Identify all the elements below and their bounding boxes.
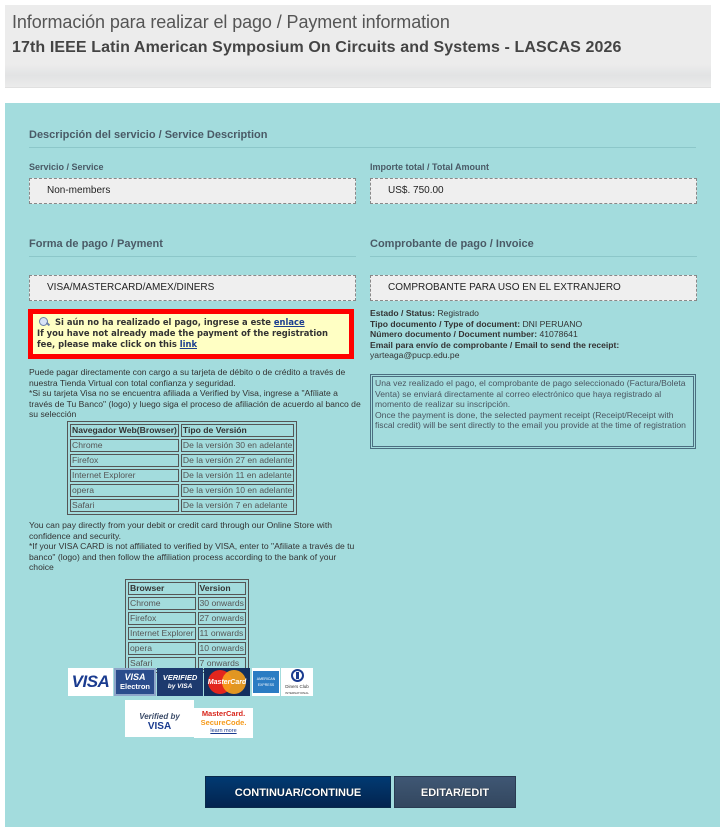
invoice-note: [370, 374, 696, 449]
securecode-line2: SecureCode.: [200, 717, 247, 727]
browser-cell: Firefox: [128, 612, 196, 625]
version-cell: De la versión 11 en adelante: [181, 469, 294, 482]
version-cell: De la versión 10 en adelante: [182, 485, 293, 495]
registration-status: [370, 308, 619, 361]
table-header: Navegador Web(Browser): [72, 425, 177, 435]
english-info-p1: You can pay directly from your debit or credit card through our Online Store with confidence and security.: [29, 520, 333, 541]
version-cell: 27 onwards: [199, 613, 244, 623]
visa-electron-top: VISA: [124, 672, 146, 682]
event-title: 17th IEEE Latin American Symposium On Circuits and Systems - LASCAS 2026: [12, 39, 622, 56]
securecode-line1: MasterCard.: [201, 709, 246, 719]
verified-secure-line2: VISA: [147, 720, 172, 732]
table-row: [128, 597, 246, 610]
payment-section-title: Forma de pago / Payment: [29, 238, 356, 257]
version-cell: 11 onwards: [198, 627, 246, 640]
spanish-info-p2: *Si su tarjeta Visa no se encuentra afiliada a Verified by Visa, ingrese a "Afíliate a través de Tu Banco" (logo) y luego siga el proceso de afiliación de acuerdo al banco de su selección: [29, 388, 361, 419]
visa-electron-bottom: Electron: [119, 682, 150, 691]
mastercard-securecode-logo[interactable]: [194, 708, 253, 738]
table-header: Version: [198, 582, 246, 595]
payment-alert: [28, 309, 354, 359]
browser-cell: opera: [70, 484, 179, 497]
doc-type-value: DNI PERUANO: [520, 318, 583, 329]
doc-number-value: 41078641: [537, 329, 578, 339]
browser-cell: Chrome: [128, 597, 196, 610]
table-row: [128, 642, 246, 655]
browser-table-es: [67, 421, 297, 515]
version-cell: 10 onwards: [199, 643, 244, 653]
browser-cell: Internet Explorer: [70, 469, 179, 482]
table-header: Tipo de Versión: [181, 424, 294, 437]
diners-text: Diners Club: [285, 683, 309, 689]
status-label: Estado / Status:: [370, 308, 435, 318]
english-info: [29, 520, 361, 573]
visa-electron-logo: [114, 668, 156, 696]
browser-cell: Internet Explorer: [130, 628, 194, 638]
browser-cell: Safari: [128, 657, 196, 670]
visa-logo: [68, 668, 113, 696]
browser-cell: Safari: [70, 499, 179, 512]
spanish-info-p1: Puede pagar directamente con cargo a su tarjeta de débito o de crédito a través de nuestra Tienda Virtual con total confianza y seguridad.: [29, 367, 346, 388]
browser-cell: Firefox: [70, 454, 179, 467]
invoice-type-field: COMPROBANTE PARA USO EN EL EXTRANJERO: [370, 275, 697, 301]
table-header: Browser: [128, 582, 196, 595]
diners-club-logo: [281, 668, 313, 696]
doc-type-label: Tipo documento / Type of document:: [370, 318, 521, 329]
amount-field: US$. 750.00: [370, 178, 697, 204]
page-title: Información para realizar el pago / Payment information: [12, 12, 450, 32]
magnifier-icon: [39, 317, 50, 326]
table-row: [70, 499, 294, 512]
service-field: Non-members: [29, 178, 356, 204]
version-cell: De la versión 7 en adelante: [181, 499, 294, 512]
amount-label: Importe total / Total Amount: [370, 162, 489, 172]
table-row: [128, 627, 246, 640]
learn-more-link[interactable]: learn more: [210, 728, 237, 735]
mastercard-text: MasterCard: [207, 678, 247, 686]
amex-text: AMERICAN EXPRESS: [253, 671, 279, 693]
invoice-note-es: Una vez realizado el pago, el comprobante de pago seleccionado (Factura/Boleta Venta) se enviará directamente al correo electrónico que haya registrado al momento de realizar su inscripción.: [375, 378, 686, 409]
email-value: yarteaga@pucp.edu.pe: [370, 350, 460, 360]
doc-number-label: Número documento / Document number:: [370, 329, 538, 339]
amex-logo: [252, 668, 280, 696]
english-info-p2: *If your VISA CARD is not affiliated to verified by VISA, enter to "Afiliate a través de tu banco" (logo) and then follow the affiliation process according to the bank of your choice: [29, 541, 355, 572]
table-row: [70, 454, 294, 467]
edit-button[interactable]: EDITAR/EDIT: [394, 776, 516, 808]
invoice-note-en: Once the payment is done, the selected payment receipt (Receipt/Receipt with fiscal credit) will be sent directly to the email you provide at the time of registration: [375, 409, 686, 430]
table-row: [70, 484, 294, 497]
payment-method-field: VISA/MASTERCARD/AMEX/DINERS: [29, 275, 356, 301]
version-cell: 7 onwards: [198, 657, 246, 670]
browser-cell: opera: [128, 642, 196, 655]
continue-button[interactable]: CONTINUAR/CONTINUE: [205, 776, 391, 808]
invoice-section-title: Comprobante de pago / Invoice: [370, 238, 697, 257]
table-row: [128, 612, 246, 625]
verified-by-visa-logo: [157, 668, 203, 696]
verified-secure-line1: Verified by: [139, 711, 180, 721]
mastercard-logo: [204, 668, 250, 696]
verified-by-visa-secure-logo[interactable]: [125, 700, 194, 737]
email-label: Email para envío de comprobante / Email to send the receipt:: [370, 339, 620, 350]
alert-text-es: Si aún no ha realizado el pago, ingrese a este: [55, 317, 274, 327]
browser-cell: Chrome: [70, 439, 179, 452]
alert-link-es[interactable]: enlace: [273, 317, 305, 327]
table-row: [70, 439, 294, 452]
version-cell: De la versión 30 en adelante: [182, 440, 293, 450]
table-row: [70, 469, 294, 482]
alert-text-en: If you have not already made the payment of the registration fee, please make click on this: [37, 328, 329, 349]
diners-sub-text: INTERNATIONAL: [285, 690, 309, 695]
payment-panel: [5, 103, 720, 827]
browser-table-en: [125, 579, 249, 673]
version-cell: De la versión 27 en adelante: [182, 455, 293, 465]
verified-top: VERIFIED: [162, 673, 198, 682]
spanish-info: [29, 367, 361, 420]
service-label: Servicio / Service: [29, 162, 104, 172]
page-header: [5, 5, 711, 88]
alert-link-en[interactable]: link: [179, 339, 198, 349]
status-value: Registrado: [434, 308, 479, 318]
diners-circle-icon: [291, 669, 304, 682]
service-section-title: Descripción del servicio / Service Description: [29, 129, 696, 148]
visa-logo-text: VISA: [71, 672, 110, 691]
version-cell: 30 onwards: [199, 598, 244, 608]
verified-bottom: by VISA: [167, 683, 193, 690]
